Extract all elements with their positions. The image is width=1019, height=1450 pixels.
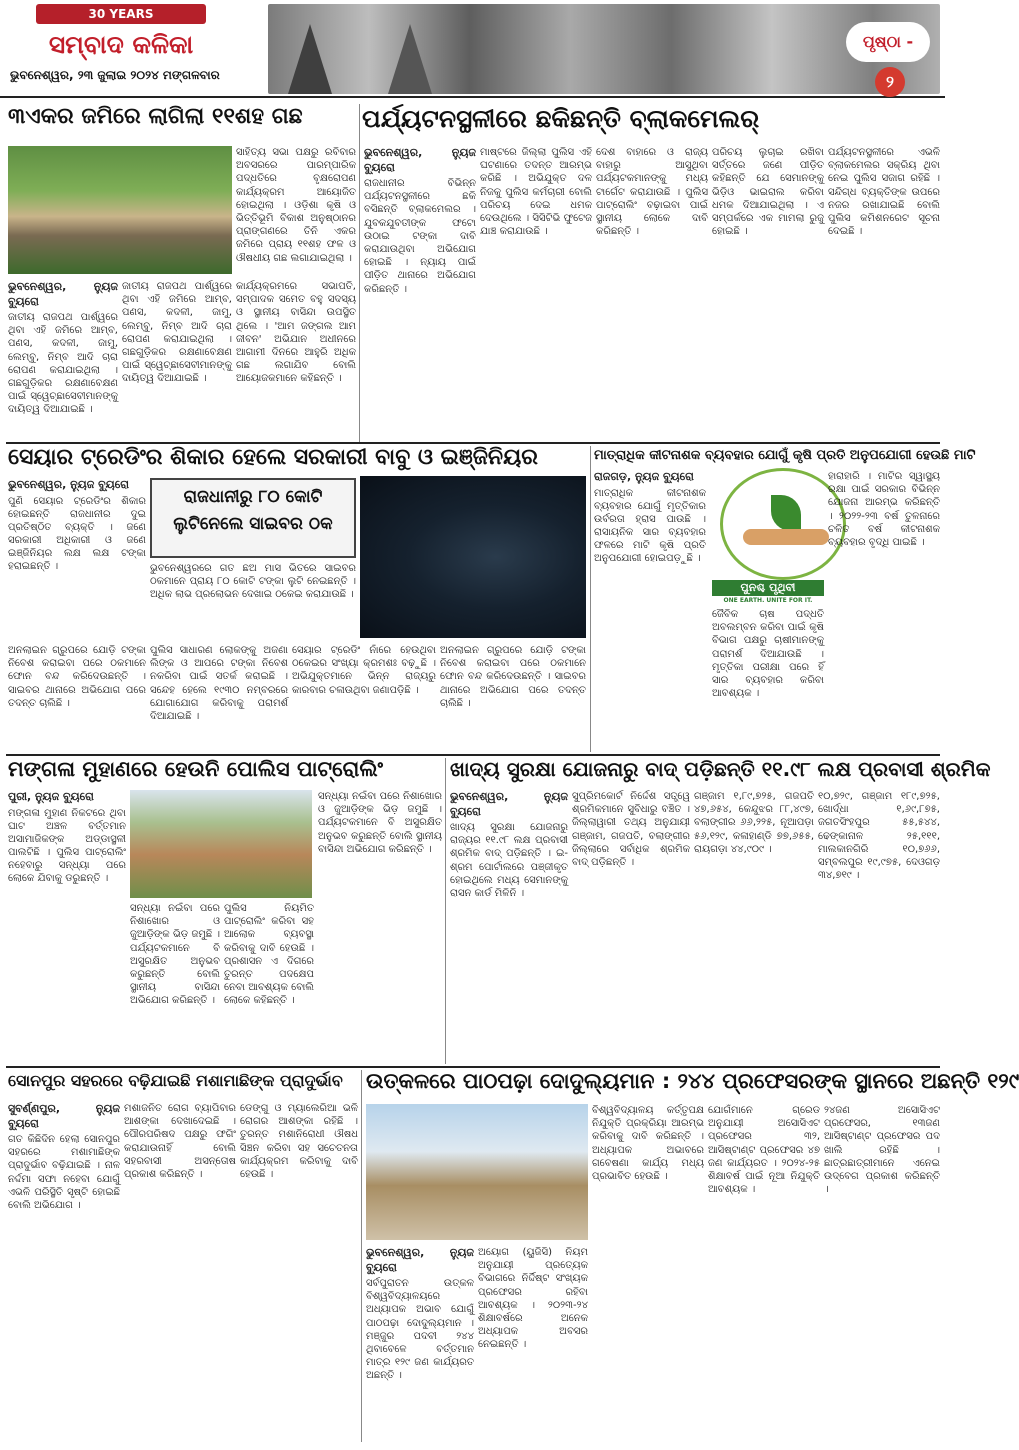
story-text: ପୁଲିସ ନିୟମିତ ପାଟ୍ରୋଲିଂ କରିବା ସହ ଆଲୋକ ବ୍ୟବସ୍ଥା କରିବାକୁ ଦାବି ହେଉଛି । ପ୍ରଶାସନ ଏ ଦିଗରେ ତୁରନ୍ତ ପଦକ୍ଷେପ ନେବା ଆବଶ୍ୟକ ବୋଲି ଲୋକେ କହିଛନ୍ତି । (224, 903, 314, 1007)
story-text-body: ଜାତୀୟ ରାଜପଥ ପାର୍ଶ୍ୱରେ ଥିବା ଏହି ଜମିରେ ଆମ୍ବ, ପଣସ, କଦଳୀ, ଜାମୁ, ଲେମ୍ବୁ, ନିମ୍ବ ଆଦି ଚାରା ରୋପଣ କରାଯାଇଥିଲା । ଗଛଗୁଡ଼ିକର ରକ୍ଷଣାବେକ୍ଷଣ ପାଇଁ ସ୍ୱେଚ୍ଛାସେବୀମାନଙ୍କୁ ଦାୟିତ୍ୱ ଦିଆଯାଇଛି । (8, 312, 118, 416)
story-text: ଭୁବନେଶ୍ୱରରେ ଗତ ଛଅ ମାସ ଭିତରେ ସାଇବର ଠକମାନେ ପ୍ରାୟ ୮୦ କୋଟି ଟଙ୍କା ଲୁଟି ନେଇଛନ୍ତି । ଅଧିକ ଲାଭ ପ୍ରଲୋଭନ ଦେଖାଇ ଠକେଇ କରାଯାଉଛି । (150, 563, 356, 601)
story-text: ଅନଲାଇନ ଗ୍ରୁପରେ ଯୋଡ଼ି ଟଙ୍କା ନିବେଶ କରାଇବା ପରେ ଠକମାନେ ଫୋନ ବନ୍ଦ କରିଦେଉଛନ୍ତି । ସାଇବର ଥାନାରେ ଅଭିଯୋଗ ପରେ ତଦନ୍ତ ଚାଲିଛି । (440, 645, 586, 709)
headline-sonepur-mosquito: ସୋନପୁର ସହରରେ ବଢ଼ିଯାଇଛି ମଶାମାଛିଙ୍କ ପ୍ରାଦୁର୍ଭାବ (8, 1071, 343, 1090)
byline: ଭୁବନେଶ୍ୱର, ନ୍ୟୁଜ ବ୍ୟୁରୋ (366, 1246, 474, 1274)
logo-caption: ପୁନଶ୍ଚ ପୃଥିବୀ (712, 580, 824, 596)
headline-food-security: ଖାଦ୍ୟ ସୁରକ୍ଷା ଯୋଜନାରୁ ବାଦ୍ ପଡ଼ିଛନ୍ତି ୧୧.୯୮ ଲକ୍ଷ ପ୍ରବାସୀ ଶ୍ରମିକ (450, 757, 991, 781)
story-text-body: ପୁଣି ସେୟାର ଟ୍ରେଡିଂର ଶିକାର ହୋଇଛନ୍ତି ରାଜଧାନୀର ଦୁଇ ପ୍ରତିଷ୍ଠିତ ବ୍ୟକ୍ତି । ଜଣେ ସରକାରୀ ଅଧିକାରୀ ଓ ଜଣେ ଇଞ୍ଜିନିୟର ଲକ୍ଷ ଲକ୍ଷ ଟଙ୍କା ହରାଇଛନ୍ତି । (8, 495, 146, 573)
story-text: ମାଷ୍ଟରେ ଜିଲ୍ଲା ପୁଲିସ ଏହି ଘଟଣାରେ ତଦନ୍ତ ଆରମ୍ଭ କରିଛି । ଅଭିଯୁକ୍ତ ଦଳ ନିଜକୁ ପୁଲିସ କର୍ମଚାରୀ ବୋଲି ପରିଚୟ ଦେଇ ଧମକ ଦେଉଥିଲେ । ସିସିଟିଭି ଫୁଟେଜ ଯାଞ୍ଚ କରାଯାଉଛି । (480, 147, 592, 238)
masthead (0, 0, 945, 98)
story-text: ମଶାଜନିତ ରୋଗ ବ୍ୟାପିବାର ଆଶଙ୍କା ଦେଖାଦେଇଛି । ପୌରପରିଷଦ ପକ୍ଷରୁ ଫଗିଂ କରାଯାଉନାହିଁ ବୋଲି ସହରବାସୀ ଅସନ୍ତୋଷ ପ୍ରକାଶ କରିଛନ୍ତି । (124, 1103, 236, 1180)
byline: ସୁବର୍ଣ୍ଣପୁର, ନ୍ୟୁଜ ବ୍ୟୁରୋ (8, 1102, 120, 1130)
column-divider (361, 1070, 362, 1442)
byline: ରାଜଗଡ଼, ନ୍ୟୁଜ ବ୍ୟୁରୋ (594, 470, 694, 483)
headline-pesticide-soil: ମାତ୍ରାଧିକ କୀଟନାଶକ ବ୍ୟବହାର ଯୋଗୁଁ କୃଷି ପ୍ରତି ଅନୁପଯୋଗୀ ହେଉଛି ମାଟି (594, 448, 976, 463)
logo-tagline: ONE EARTH. UNITE FOR IT. (723, 597, 813, 604)
headline-tree-plantation: ୩ଏକର ଜମିରେ ଲାଗିଲା ୧୧ଶହ ଗଛ (8, 104, 303, 129)
story-text: ଜୈବିକ ଚାଷ ପଦ୍ଧତି ଅବଲମ୍ବନ କରିବା ପାଇଁ କୃଷି ବିଭାଗ ପକ୍ଷରୁ ଚାଷୀମାନଙ୍କୁ ପରାମର୍ଶ ଦିଆଯାଉଛି । ମୃତ୍ତିକା ପରୀକ୍ଷା ପରେ ହିଁ ସାର ବ୍ୟବହାର କରିବା ଆବଶ୍ୟକ । (712, 609, 824, 700)
masthead-banner-image (268, 4, 940, 94)
story-text: ସନ୍ଧ୍ୟା ନଇଁବା ପରେ ନିଶାଖୋର ଓ ଜୁଆଡ଼ିଙ୍କ ଭିଡ଼ ଜମୁଛି । ପର୍ଯ୍ୟଟକମାନେ ବି ଅସୁରକ୍ଷିତ ଅନୁଭବ କରୁଛନ୍ତି ବୋଲି ସ୍ଥାନୀୟ ବାସିନ୍ଦା ଅଭିଯୋଗ କରିଛନ୍ତି । (318, 791, 442, 855)
story-text: କାର୍ଯ୍ୟକ୍ରମରେ ସଭାପତି, ସମ୍ପାଦକ ସମେତ ବହୁ ସଦସ୍ୟ ଓ ସ୍ଥାନୀୟ ବାସିନ୍ଦା ଉପସ୍ଥିତ ଥିଲେ । 'ଆମ ଜଙ୍ଗଲ ଆମ ଜୀବନ' ଅଭିଯାନ ଅଧୀନରେ ଆଗାମୀ ଦିନରେ ଆହୁରି ଅଧିକ ଗଛ ଲଗାଯିବ ବୋଲି ଆୟୋଜକମାନେ କହିଛନ୍ତି । (236, 281, 356, 385)
headline-blackmailers: ପର୍ଯ୍ୟଟନସ୍ଥଳୀରେ ଛକିଛନ୍ତି ବ୍ଲାକମେଲର୍ (362, 104, 760, 133)
dateline: ଭୁବନେଶ୍ୱର, ୨୩ ଜୁଲାଇ ୨୦୨୪ ମଙ୍ଗଳବାର (10, 68, 220, 82)
story-text: ହାରାହାରି । ମାଟିର ସ୍ୱାସ୍ଥ୍ୟ ରକ୍ଷା ପାଇଁ ସରକାର ବିଭିନ୍ନ ଯୋଜନା ଆରମ୍ଭ କରିଛନ୍ତି । ୨୦୨୨-୨୩ ବର୍ଷ ତୁଳନାରେ ଚଳିତ ବର୍ଷ କୀଟନାଶକ ବ୍ୟବହାର ବୃଦ୍ଧି ପାଇଛି । (828, 471, 940, 548)
column-divider (590, 446, 591, 752)
byline: ଭୁବନେଶ୍ୱର, ନ୍ୟୁଜ ବ୍ୟୁରୋ (450, 790, 568, 818)
story-text: ୨୪ଜଣ ଅସୋସିଏଟ ପ୍ରଫେସର, ୧୩ଜଣ ଆସିଷ୍ଟାଣ୍ଟ ପ୍ରଫେସର ପଦ ଖାଲି ରହିଛି । ଛାତ୍ରଛାତ୍ରୀମାନେ ଏନେଇ ଉଦ୍ବେଗ ପ୍ରକାଶ କରିଛନ୍ତି । (824, 1105, 940, 1196)
story-text-body: ସର୍ବପୁରାତନ ଉତ୍କଳ ବିଶ୍ୱବିଦ୍ୟାଳୟରେ ଅଧ୍ୟାପକ ଅଭାବ ଯୋଗୁଁ ପାଠପଢ଼ା ଦୋଦୁଲ୍ୟମାନ । ମଞ୍ଜୁର ପଦବୀ ୨୪୪ ଥିବାବେଳେ ବର୍ତ୍ତମାନ ମାତ୍ର ୧୨୯ ଜଣ କାର୍ଯ୍ୟରତ ଅଛନ୍ତି । (366, 1278, 474, 1382)
story-text: ଅନଲାଇନ ଗ୍ରୁପରେ ଯୋଡ଼ି ଟଙ୍କା ନିବେଶ କରାଇବା ପରେ ଠକମାନେ ଫୋନ ବନ୍ଦ କରିଦେଉଛନ୍ତି । ସାଇବର ଥାନାରେ ଅଭିଯୋଗ ପରେ ତଦନ୍ତ ଚାଲିଛି । (8, 645, 146, 709)
cyber-criminal-photo (360, 476, 586, 638)
story-text: ପର୍ଯ୍ୟଟନସ୍ଥଳୀରେ ଏଭଳି ବ୍ଲାକମେଲର ସକ୍ରିୟ ଥିବା ନେଇ ପୁଲିସ ସଜାଗ ରହିଛି । ସନ୍ଦିଗ୍ଧ ବ୍ୟକ୍ତିଙ୍କ ଉପରେ ନଜର ରଖାଯାଇଛି ବୋଲି ପୁଲିସ କମିଶନରେଟ ସୂଚନା ଦେଇଛି । (828, 147, 940, 238)
section-rule (6, 442, 940, 444)
story-text: ଗଞ୍ଜାମ ୧,୮୯,୭୨୫, ଗଜପତି ୪୭,୬୫୪, କେନ୍ଦୁଝର ୮୮,୪୯୭, ବଲାଙ୍ଗୀର ୬୬,୨୨୫, ନୂଆପଡ଼ା ୫୬,୧୨୯, କଳାହାଣ୍ଡି ୭୭,୬୫୫, ରାୟଗଡ଼ା ୪୪,୯୦୯ । (694, 791, 814, 855)
story-text-body: ମାତ୍ରାଧିକ କୀଟନାଶକ ବ୍ୟବହାର ଯୋଗୁଁ ମୃତ୍ତିକାର ଉର୍ବରତା ହ୍ରାସ ପାଉଛି । ରାସାୟନିକ ସାର ବ୍ୟବହାର ଫଳରେ ମାଟି କୃଷି ପ୍ରତି ଅନୁପଯୋଗୀ ହୋଇପଡ଼ୁଛି । (594, 487, 706, 565)
temple-silhouette-icon (388, 24, 432, 94)
byline: ଭୁବନେଶ୍ୱର, ନ୍ୟୁଜ ବ୍ୟୁରୋ (364, 146, 476, 174)
story-text (8, 790, 126, 1060)
temple-silhouette-icon (288, 24, 332, 94)
story-text (366, 1246, 474, 1442)
column-divider (359, 104, 360, 442)
page-number: ୨ (875, 67, 905, 97)
mangala-mouth-photo (130, 790, 312, 898)
anniversary-ribbon: 30 YEARS (36, 4, 206, 24)
story-text-body: ଖାଦ୍ୟ ସୁରକ୍ଷା ଯୋଜନାରୁ ରାଜ୍ୟର ୧୧.୯୮ ଲକ୍ଷ ପ୍ରବାସୀ ଶ୍ରମିକ ବାଦ୍ ପଡ଼ିଛନ୍ତି । ଇ-ଶ୍ରମ ପୋର୍ଟାଲରେ ପଞ୍ଜୀକୃତ ହୋଇଥିଲେ ମଧ୍ୟ ସେମାନଙ୍କୁ ରାସନ କାର୍ଡ ମିଳିନି । (450, 822, 568, 899)
plant-icon (771, 495, 801, 531)
section-rule (6, 1066, 940, 1068)
story-text: ଜାତୀୟ ରାଜପଥ ପାର୍ଶ୍ୱରେ ଥିବା ଏହି ଜମିରେ ଆମ୍ବ, ପଣସ, କଦଳୀ, ଜାମୁ, ଲେମ୍ବୁ, ନିମ୍ବ ଆଦି ଚାରା ରୋପଣ କରାଯାଇଥିଲା । ଗଛଗୁଡ଼ିକର ରକ୍ଷଣାବେକ୍ଷଣ ପାଇଁ ସ୍ୱେଚ୍ଛାସେବୀମାନଙ୍କୁ ଦାୟିତ୍ୱ ଦିଆଯାଇଛି । (122, 281, 232, 385)
story-text: ୧୦,୭୨୯, ଗଞ୍ଜାମ ୧୮୯,୭୨୫, ଖୋର୍ଦ୍ଧା ୧,୬୯,୮୭୫, ଜଗତସିଂହପୁର ୫୫,୫୪୪, ଢେଙ୍କାନାଳ ୨୫,୧୧୧, ମାଲକାନଗିରି ୧୦,୭୬୬, ସମ୍ବଲପୁର ୧୯,୯୭୫, ଦେଓଗଡ଼ ୩୪,୭୧୯ । (818, 791, 940, 882)
headline-share-trading-fraud: ସେୟାର ଟ୍ରେଡିଂର ଶିକାର ହେଲେ ସରକାରୀ ବାବୁ ଓ ଇଞ୍ଜିନିୟର (8, 445, 538, 470)
byline: ଭୁବନେଶ୍ୱର, ନ୍ୟୁଜ ବ୍ୟୁରୋ (8, 478, 130, 491)
story-text: ସେୟାର ଟ୍ରେଡିଂ ନାଁରେ ହେଉଥିବା ଠକେଇର ସଂଖ୍ୟା କ୍ରମଶଃ ବଢ଼ୁଛି । ଅଭିଯୁକ୍ତମାନେ ଭିନ୍ନ ରାଜ୍ୟରୁ କାରବାର ଚଳାଉଥିବା ଜଣାପଡ଼ିଛି । (292, 645, 436, 696)
headline-utkal-professors: ଉତ୍କଳରେ ପାଠପଢ଼ା ଦୋଦୁଲ୍ୟମାନ : ୨୪୪ ପ୍ରଫେସରଙ୍କ ସ୍ଥାନରେ ଅଛନ୍ତି ୧୨୯ (366, 1069, 1019, 1093)
newspaper-title: ସମ୍ବାଦ କଳିକା (48, 30, 194, 59)
story-text (364, 146, 476, 438)
byline: ଭୁବନେଶ୍ୱର, ନ୍ୟୁଜ ବ୍ୟୁରୋ (8, 280, 118, 308)
story-text: ଅୟୋଗ (ୟୁଜିସି) ନିୟମ ଅନୁଯାୟୀ ପ୍ରତ୍ୟେକ ବିଭାଗରେ ନିର୍ଦ୍ଦିଷ୍ଟ ସଂଖ୍ୟକ ପ୍ରଫେସର ରହିବା ଆବଶ୍ୟକ । ୨୦୨୩-୨୪ ଶିକ୍ଷାବର୍ଷରେ ଅନେକ ଅଧ୍ୟାପକ ଅବସର ନେଇଛନ୍ତି । (478, 1247, 588, 1351)
story-text: ସନ୍ଧ୍ୟା ନଇଁବା ପରେ ନିଶାଖୋର ଓ ଜୁଆଡ଼ିଙ୍କ ଭିଡ଼ ଜମୁଛି । ପର୍ଯ୍ୟଟକମାନେ ବି ଅସୁରକ୍ଷିତ ଅନୁଭବ କରୁଛନ୍ତି ବୋଲି ସ୍ଥାନୀୟ ବାସିନ୍ଦା ଅଭିଯୋଗ କରିଛନ୍ତି । (130, 903, 220, 1007)
section-rule (6, 754, 940, 756)
page-number-tag (846, 22, 930, 91)
hands-icon (743, 529, 829, 545)
university-gate-photo (366, 1104, 588, 1240)
story-text-body: ଗତ କିଛିଦିନ ହେଲା ସୋନପୁର ସହରରେ ମଶାମାଛିଙ୍କ ପ୍ରାଦୁର୍ଭାବ ବଢ଼ିଯାଇଛି । ନାଳ ନର୍ଦ୍ଦମା ସଫା ନହେବା ଯୋଗୁଁ ଏଭଳି ପରିସ୍ଥିତି ସୃଷ୍ଟି ହୋଇଛି ବୋଲି ଅଭିଯୋଗ । (8, 1134, 120, 1211)
story-text-body: ରାଜଧାନୀର ବିଭିନ୍ନ ପର୍ଯ୍ୟଟନସ୍ଥଳୀରେ ଛକି ବସିଛନ୍ତି ବ୍ଲାକମେଲର । ଯୁବକଯୁବତୀଙ୍କ ଫଟୋ ଉଠାଇ ଟଙ୍କା ଦାବି କରାଯାଉଥିବା ଅଭିଯୋଗ ହୋଇଛି । ନ୍ୟାୟ ପାଇଁ ପୀଡ଼ିତ ଥାନାରେ ଅଭିଯୋଗ କରିଛନ୍ତି । (364, 178, 476, 295)
headline-mangala-patrol: ମଙ୍ଗଳା ମୁହାଣରେ ହେଉନି ପୋଲିସ ପାଟ୍ରୋଲିଂ (8, 757, 383, 781)
story-text (8, 478, 146, 638)
story-text (450, 790, 568, 1060)
newspaper-logo (6, 4, 234, 92)
story-text (8, 1102, 120, 1442)
story-text: ଯୋଗଁମାନେ ଗ୍ରେଡ ଅନୁଯାୟୀ ଅସୋସିଏଟ ପ୍ରଫେସର ୩୨, ଆସିଷ୍ଟାଣ୍ଟ ପ୍ରଫେସର ୪୭ ଜଣ କାର୍ଯ୍ୟରତ । ୨୦୨୪-୨୫ ଶିକ୍ଷାବର୍ଷ ପାଇଁ ନୂଆ ନିଯୁକ୍ତି ଆବଶ୍ୟକ । (708, 1105, 820, 1196)
story-text (594, 470, 706, 750)
story-text-body: ମଙ୍ଗଳା ମୁହାଣ ନିକଟରେ ଥିବା ଘାଟ ଅଞ୍ଚଳ ବର୍ତ୍ତମାନ ଅସାମାଜିକଙ୍କ ଅଡ୍ଡାସ୍ଥଳୀ ପାଲଟିଛି । ପୁଲିସ ପାଟ୍ରୋଲିଂ ନହେବାରୁ ସନ୍ଧ୍ୟା ପରେ ଲୋକେ ଯିବାକୁ ଡରୁଛନ୍ତି । (8, 807, 126, 885)
story-text: ସୁପ୍ରିମକୋର୍ଟ ନିର୍ଦ୍ଦେଶ ସତ୍ତ୍ୱେ ଶ୍ରମିକମାନେ ସୁବିଧାରୁ ବଞ୍ଚିତ । ଜିଲ୍ଲାୱାରୀ ତଥ୍ୟ ଅନୁଯାୟୀ ଗଞ୍ଜାମ, ଗଜପତି, ବଲାଙ୍ଗୀର ଜିଲ୍ଲାରେ ସର୍ବାଧିକ ଶ୍ରମିକ ବାଦ୍ ପଡ଼ିଛନ୍ତି । (572, 791, 690, 868)
story-text: ସାହିତ୍ୟ ସଭା ପକ୍ଷରୁ ରବିବାର ଅବସରରେ ପାରମ୍ପାରିକ ପଦ୍ଧତିରେ ବୃକ୍ଷରୋପଣ କାର୍ଯ୍ୟକ୍ରମ ଆୟୋଜିତ ହୋଇଥିଲା । ଓଡ଼ିଶା କୃଷି ଓ ଭିତ୍ତିଭୂମି ବିକାଶ ଅନୁଷ୍ଠାନର ପ୍ରାଙ୍ଗଣରେ ତିନି ଏକର ଜମିରେ ପ୍ରାୟ ୧୧ଶହ ଫଳ ଓ ଔଷଧୀୟ ଗଛ ଲଗାଯାଇଥିଲା । (236, 147, 356, 264)
page-label: ପୃଷ୍ଠା - (862, 32, 914, 51)
tree-plantation-photo (8, 146, 232, 274)
column-divider (445, 758, 446, 1064)
story-text (8, 280, 118, 438)
story-text: ପୁଲିସ ସାଧାରଣ ଲୋକଙ୍କୁ ଅଜଣା ଲିଙ୍କ ଓ ଆପରେ ଟଙ୍କା ନିବେଶ ନକରିବା ପାଇଁ ସତର୍କ କରାଇଛି । ସନ୍ଦେହ ହେଲେ ୧୯୩୦ ନମ୍ବରରେ ଯୋଗାଯୋଗ କରିବାକୁ ପରାମର୍ଶ ଦିଆଯାଇଛି । (150, 645, 288, 722)
byline: ପୁରୀ, ନ୍ୟୁଜ ବ୍ୟୁରୋ (8, 790, 94, 803)
story-text: ପରିଚୟ ଲୁଚାଇ ରଖିବା ସର୍ତ୍ତରେ ଜଣେ ପୀଡ଼ିତ କହିଛନ୍ତି ଯେ ସେମାନଙ୍କୁ ଭିଡ଼ିଓ ଭାଇରାଲ କରିବା ଧମକ ଦିଆଯାଇଥିଲା । ଏ ସମ୍ପର୍କରେ ଏକ ମାମଲା ରୁଜୁ ହୋଇଛି । (712, 147, 824, 238)
story-text: ଡେଙ୍ଗୁ ଓ ମ୍ୟାଲେରିଆ ଭଳି ରୋଗର ଆଶଙ୍କା ରହିଛି । ତୁରନ୍ତ ମଶାନିରୋଧୀ ଔଷଧ ସିଞ୍ଚନ କରିବା ସହ ସଚେତନତା କାର୍ଯ୍ୟକ୍ରମ କରିବାକୁ ଦାବି ହେଉଛି । (240, 1103, 358, 1180)
story-text: ବିଶ୍ୱବିଦ୍ୟାଳୟ କର୍ତ୍ତୃପକ୍ଷ ନିଯୁକ୍ତି ପ୍ରକ୍ରିୟା ଆରମ୍ଭ କରିବାକୁ ଦାବି କରିଛନ୍ତି । ଅଧ୍ୟାପକ ଅଭାବରେ ଗବେଷଣା କାର୍ଯ୍ୟ ମଧ୍ୟ ପ୍ରଭାବିତ ହେଉଛି । (592, 1105, 704, 1182)
story-text: ଦେଶ ବାହାରେ ଓ ରାଜ୍ୟ ବାହାରୁ ଆସୁଥିବା ପର୍ଯ୍ୟଟକମାନଙ୍କୁ ମଧ୍ୟ ଟାର୍ଗେଟ କରାଯାଉଛି । ପୁଲିସ ପାଟ୍ରୋଲିଂ ବଢ଼ାଇବା ପାଇଁ ସ୍ଥାନୀୟ ଲୋକେ ଦାବି କରିଛନ୍ତି । (596, 147, 708, 238)
highlight-box: ରାଜଧାନୀରୁ ୮୦ କୋଟି ଲୁଟିନେଲେ ସାଇବର ଠକ (150, 478, 356, 558)
